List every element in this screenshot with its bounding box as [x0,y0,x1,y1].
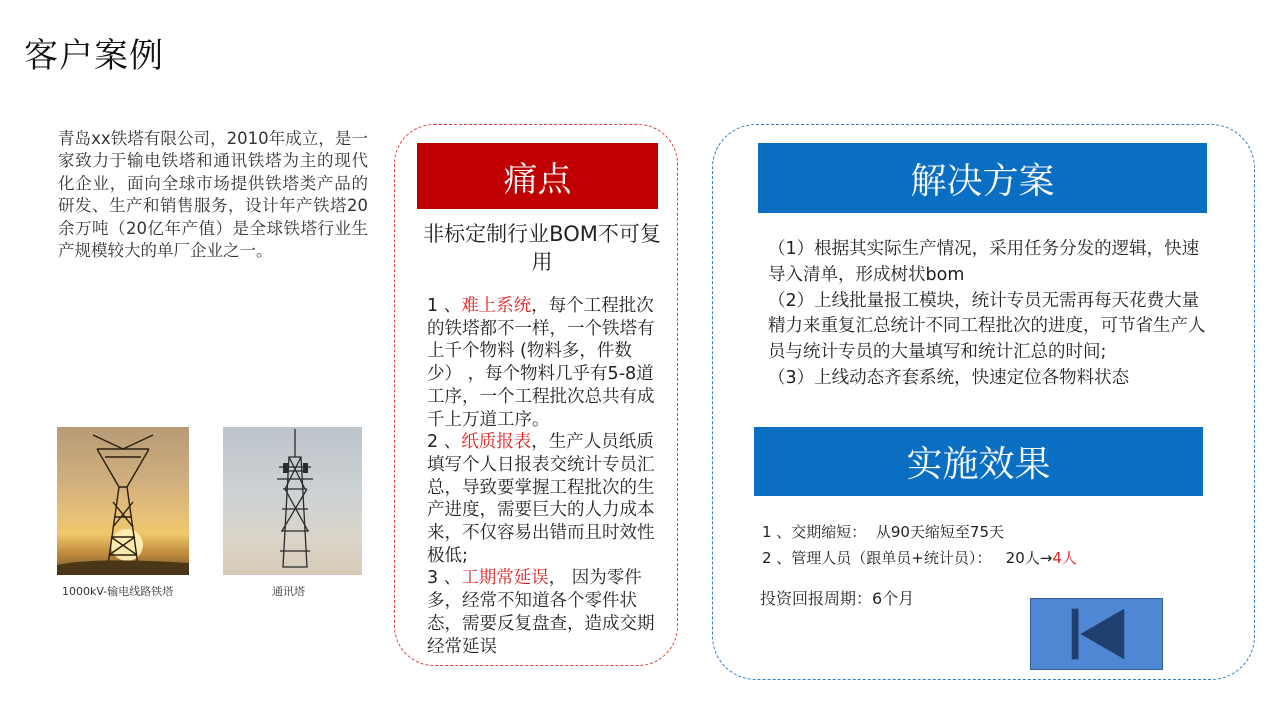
communication-tower-photo [223,427,362,575]
back-button[interactable] [1030,598,1163,670]
solution-item: （1）根据其实际生产情况，采用任务分发的逻辑，快速导入清单，形成树状bom [768,239,1200,285]
effect-item-delivery: 1 、交期缩短： 从90天缩短至75天 [762,523,1005,541]
effect-list [762,519,1192,571]
pain-points-subtitle: 非标定制行业BOM不可复用 [423,222,661,274]
solution-item: （2）上线批量报工模块，统计专员无需再每天花费大量精力来重复汇总统计不同工程批次的进度，可节省生产人员与统计专员的大量填写和统计汇总的时间; [768,290,1206,363]
pain-item [427,431,657,567]
pain-item [427,295,657,431]
pain-item [427,567,657,658]
skip-back-icon [1031,599,1162,669]
page-title: 客户案例 [24,36,164,76]
communication-tower-icon [223,427,362,575]
pain-item-text: ，生产人员纸质填写个人日报表交统计专员汇总，导致要掌握工程批次的生产进度，需要巨大的人力成本来，不仅容易出错而且时效性极低; [427,432,655,566]
pain-item-number: 2 、 [427,432,462,453]
pain-item-keyword: 难上系统 [461,296,532,316]
solution-title: 解决方案 [758,143,1207,213]
transmission-tower-caption: 1000kV-输电线路铁塔 [62,585,174,598]
transmission-tower-photo [57,427,189,575]
pain-item-text: ， 因为零件多，经常不知道各个零件状态，需要反复盘查，造成交期经常延误 [427,568,655,657]
communication-tower-caption: 通讯塔 [272,585,305,598]
pain-points-title: 痛点 [417,143,658,209]
payback-period: 投资回报周期：6个月 [760,589,915,608]
effect-title: 实施效果 [754,427,1203,496]
pain-item-keyword: 工期常延误 [461,568,549,589]
pain-item-number: 3 、 [427,568,462,589]
pain-item-keyword: 纸质报表 [461,432,532,453]
pain-item-text: ，每个工程批次的铁塔都不一样，一个铁塔有上千个物料 (物料多，件数少） ，每个物料几乎有5-8道工序，一个工程批次总共有成千上万道工序。 [427,296,655,430]
solution-item: （3）上线动态齐套系统，快速定位各物料状态 [768,367,1130,388]
pain-item-number: 1 、 [427,296,462,316]
effect-item-staff-label: 2 、管理人员（跟单员+统计员）： 20人→ [762,549,1053,567]
solution-list [768,237,1216,392]
effect-item-staff-value: 4人 [1052,549,1077,567]
transmission-tower-icon [57,427,189,575]
company-intro: 青岛xx铁塔有限公司，2010年成立，是一家致力于输电铁塔和通讯铁塔为主的现代化企业，面向全球市场提供铁塔类产品的研发、生产和销售服务，设计年产铁塔20余万吨（20亿年产值）是全球铁塔行业生产规模较大的单厂企业之一。 [58,129,368,261]
pain-points-list [427,295,657,658]
effect-item-staff [762,545,1192,571]
